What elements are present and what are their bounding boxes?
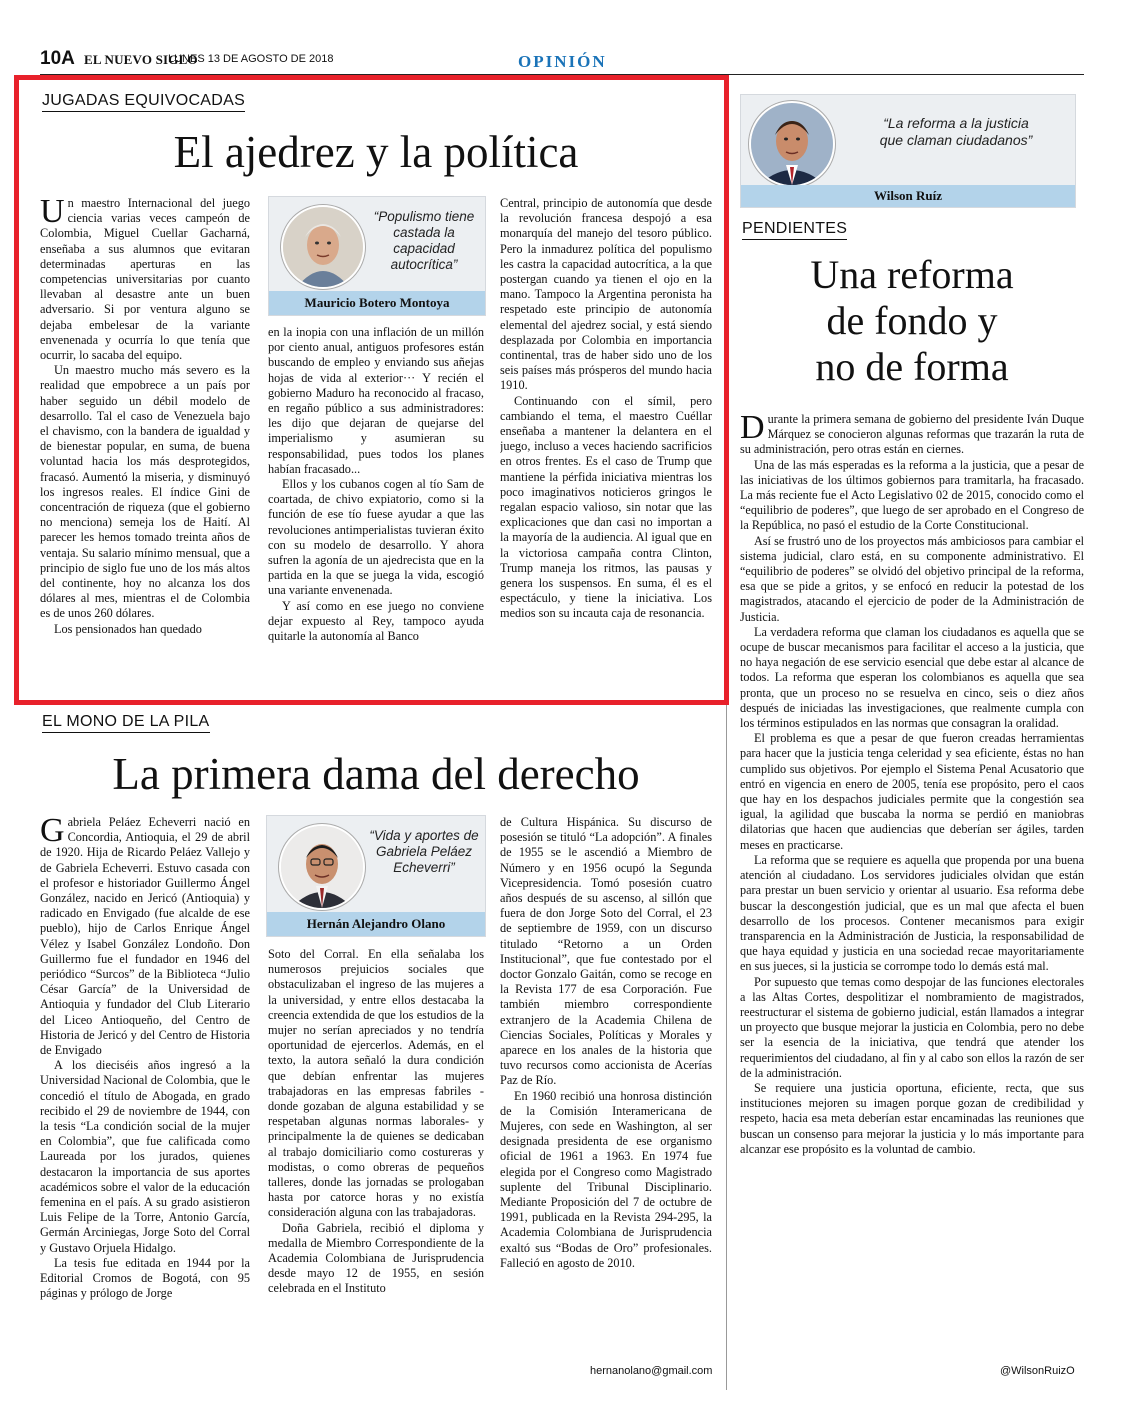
paragraph: Se requiere una justicia oportuna, eficiente, recta, que sus instituciones mejoren su imagen porque gozan de credibilidad y respeto, hacia esa meta deberían estar encaminadas las reuniones que buscan un consenso para mejorar la justicia y lo más importante para alcanzar ese propósito es la voluntad de cambio. bbox=[740, 1080, 1084, 1156]
dropcap: U bbox=[40, 196, 65, 230]
pull-quote: “La reforma a la justicia que claman ciudadanos” bbox=[879, 115, 1033, 148]
article2-headline: La primera dama del derecho bbox=[112, 749, 640, 799]
author-name: Wilson Ruíz bbox=[741, 185, 1075, 207]
article2-kicker: EL MONO DE LA PILA bbox=[42, 713, 210, 733]
paragraph: Ellos y los cubanos cogen al tío Sam de coartada, de chivo expiatorio, como si la función de ese tío fuese ayudar a que las revoluciones antimperialistas tuvieran éxito con su modelo de desarrollo. Y ahora sufren la agonía de un ajedrecista que en la partida en la que se juega la vida, escogió una variante envenenada. bbox=[268, 477, 484, 598]
headline-line: Una reforma bbox=[810, 252, 1014, 297]
author-email: hernanolano@gmail.com bbox=[590, 1365, 713, 1377]
paragraph: Un maestro mucho más severo es la realidad que empobrece a un país por haber seguido un débil modelo de desarrollo. Tal el caso de Venezuela bajo el chavismo, con la bandera de igualdad y de bienestar popular, en suma, de buena voluntad hacia los más desprotegidos, fracasó. Aumentó la miseria, y disminuyó los ingresos reales. El índice Gini de concentración de riqueza (que el gobierno no menciona) semeja los de Haití. Al parecer les hemos tomado treinta años de ventaja. Su salario mínimo mensual, que a principio de siglo fue uno de los más altos del continente, hoy no alcanza los dos dólares al mes, mientras el de Colombia es de unos 260 dólares. bbox=[40, 363, 250, 621]
headline-line: no de forma bbox=[815, 344, 1009, 389]
article3-headline bbox=[740, 252, 1084, 390]
portrait-hernan bbox=[281, 826, 363, 908]
paragraph: en la inopia con una inflación de un millón por ciento anual, antiguos profesores están buscando de empleo y enviando sus añejas hojas de vida al exterior··· Y recién el gobierno Maduro ha reconocido al fracaso, en regaño público a sus administradores: les dijo que dejaran de quejarse del imperialismo y asumieran su responsabilidad, pues todos los planes habían fracasado... bbox=[268, 325, 484, 476]
paragraph: Central, principio de autonomía que desde la revolución francesa despojó a esa monarquía del manejo del tesoro público. Pero la inmadurez política del populismo les castra la capacidad autocrítica, a la que postergan cuando ya tienen el ojo en la mano. Tampoco la Argentina peronista ha respetado este principio de autonomía elemental del ajedrez social, y está siendo desplazada por Colombia en importancia continental, tras de haber sido uno de los seis países más prósperos del mundo hacia 1910. bbox=[500, 196, 712, 393]
paragraph: En 1960 recibió una honrosa distinción de la Comisión Interamericana de Mujeres, con sede en Washington, al ser designada presidenta de ese organismo oficial de 1961 a 1963. En 1974 fue elegida por el Congreso como Magistrado suplente del Tribunal Disciplinario. Mediante Proposición del 7 de octubre de 1991, publicada en la Revista 294-295, la Academia Colombiana de Jurisprudencia exaltó sus “Bodas de Oro” profesionales. Falleció en agosto de 2010. bbox=[500, 1088, 712, 1270]
paragraph: Continuando con el símil, pero cambiando el tema, el maestro Cuéllar enseñaba a mantener la delantera en el juego, incluso a veces haciendo sacrificios en otros frentes. Es el caso de Trump que mantiene la pérfida iniciativa mientras los poco imaginativos noticieros gringos le regalan espacio valioso, sin notar que las explicaciones que dan casi no importan a la mayoría de la audiencia. Al igual que en la victoriosa campaña contra Clinton, Trump maneja los ritmos, las pausas y genera los suspensos. En suma, él es el espectáculo, y tiene la iniciativa. Los medios son su incauta caja de resonancia. bbox=[500, 393, 712, 621]
article1-quote-box bbox=[268, 196, 486, 316]
dropcap: D bbox=[740, 412, 765, 446]
portrait-mauricio bbox=[283, 207, 363, 287]
paragraph: Durante la primera semana de gobierno del presidente Iván Duque Márquez se conocieron algunas reformas que trazarán la ruta de su administración, pero otras están en ciernes. bbox=[740, 412, 1084, 457]
newspaper-name: EL NUEVO SIGLO bbox=[84, 52, 198, 67]
masthead bbox=[40, 48, 1084, 74]
pull-quote: “Populismo tiene castada la capacidad autocrítica” bbox=[373, 209, 475, 272]
paragraph: La reforma que se requiere es aquella que propenda por una buena atención al ciudadano. Los servidores judiciales olvidan que están para prestar un buen servicio y orientar al usuario. Esa reforma debe buscar la descongestión judicial, que es un mal que afecta el buen desarrollo de los procesos. Contener mecanismos para exigir transparencia en la Administración de Justicia, la responsabilidad de que haya equidad y justicia en una sociedad recae mayoritariamente en sus jueces, si la justicia se corrompe todo lo demás está mal. bbox=[740, 852, 1084, 974]
article1-column-2 bbox=[268, 325, 484, 691]
paragraph: Un maestro Internacional del juego ciencia varias veces campeón de Colombia, Miguel Cuellar Gacharná, enseñaba a sus alumnos que evitaran determinadas aperturas en las competencias universitarias por cuanto llevaban al desastre ante un buen adversario. Si por ventura alguno se dejaba embelesar de la variante envenenada y ocurría lo que tenía que ocurrir, lo sacaba del equipo. bbox=[40, 196, 250, 363]
article1-headline: El ajedrez y la política bbox=[173, 127, 579, 177]
article2-quote-box bbox=[266, 815, 486, 937]
author-photo bbox=[749, 101, 835, 187]
article2-column-1 bbox=[40, 815, 250, 1387]
page-number: 10A bbox=[40, 48, 75, 69]
dropcap: G bbox=[40, 815, 65, 849]
article3-quote-box bbox=[740, 94, 1076, 208]
author-photo bbox=[279, 824, 365, 910]
paragraph: A los dieciséis años ingresó a la Universidad Nacional de Colombia, que le concedió el título de Abogada, en grado recibido el 29 de noviembre de 1944, con la tesis “La condición social de la mujer en Colombia”, que fue calificada como Laureada por los jurados, quienes destacaron la importancia de sus aportes académicos sobre el valor de la educación femenina en el país. A su grado asistieron Luis Felipe de la Torre, Antonio García, Germán Arciniegas, Jorge Soto del Corral y Gustavo Orjuela Hidalgo. bbox=[40, 1058, 250, 1255]
headline-line: de fondo y bbox=[826, 298, 998, 343]
paragraph: Por supuesto que temas como despojar de las funciones electorales a las Altas Cortes, despolitizar el nombramiento de magistrados, reestructurar el sistema de gobierno judicial, están llamados a integrar un proyecto que busque mejorar la justicia en Colombia, pero no debe ser la esencia de la iniciativa, que tendrá que atender los requerimientos del ciudadano, al fin y al cabo son ellos la razón de ser de la administración. bbox=[740, 974, 1084, 1080]
paragraph: Y así como en ese juego no conviene dejar expuesto al Rey, tampoco ayuda quitarle la autonomía al Banco bbox=[268, 598, 484, 644]
section-title: OPINIÓN bbox=[518, 52, 607, 71]
paragraph: La tesis fue editada en 1944 por la Editorial Cromos de Bogotá, con 95 páginas y prólogo de Jorge bbox=[40, 1255, 250, 1301]
article2-column-3 bbox=[500, 815, 712, 1357]
article2-column-2 bbox=[268, 947, 484, 1387]
article1-column-1 bbox=[40, 196, 250, 690]
issue-date: LUNES 13 DE AGOSTO DE 2018 bbox=[168, 53, 334, 65]
paragraph: Los pensionados han quedado bbox=[54, 621, 202, 636]
paragraph: La verdadera reforma que claman los ciudadanos es aquella que se ocupe de buscar mecanismos para facilitar el acceso a la justicia, que no haya negación de ese servicio esencial que debe estar al alcance de todos. La reforma que esperan los colombianos es aquella que sea pronta, que un proceso no se resuelva en cinco, seis o diez años después de iniciadas las investigaciones, que realmente cumpla con los términos estipulados en las normas que consagran la oralidad. bbox=[740, 624, 1084, 731]
paragraph: El problema es que a pesar de que fueron creadas herramientas para hacer que la justicia tenga celeridad y sea eficiente, éstas no han cumplido sus objetivos. Por ejemplo el Sistema Penal Acusatorio que entró en vigencia en enero de 2005, tenía ese propósito, pero el caos que hay en los despachos judiciales permite que la congestión sea igual, la agilidad que buscaba la norma se perdió en maniobras dilatorias que hacen que audiencias que deberían ser ágiles, tarden meses en practicarse. bbox=[740, 731, 1084, 852]
pull-quote: “Vida y aportes de Gabriela Peláez Echeverri” bbox=[369, 828, 479, 875]
author-name: Hernán Alejandro Olano bbox=[267, 912, 485, 936]
paragraph: de Cultura Hispánica. Su discurso de posesión se tituló “La adopción”. A finales de 1955 se le ascendió a Miembro de Número y en 1956 ocupó la Segunda Vicepresidencia. Tomó posesión cuatro años después de su ascenso, al sillón que fuera de don Jorge Soto del Corral, el 23 de septiembre de 1959, con un discurso titulado “Retorno a un Orden Institucional”, que fue contestado por el doctor Gonzalo Gaitán, como se recoge en la Revista 177 de esa Corporación. Fue también miembro correspondiente extranjero de la Academia Chilena de Ciencias Sociales, Políticas y Morales y aparece en los anales de la historia que tuvo recursos como accionista de Acerías Paz de Río. bbox=[500, 815, 712, 1088]
paragraph: Gabriela Peláez Echeverri nació en Concordia, Antioquia, el 29 de abril de 1920. Hija de Ricardo Peláez Vallejo y de Gabriela Echeverri. Estuvo casada con el profesor e historiador Guillermo Ángel González, nacido en Jericó (Antioquia) y radicado en Envigado (fue alcalde de ese pueblo), hijo de Carlos Enrique Ángel Vélez y Isabel González Londoño. Don Guillermo fue el fundador en 1946 del periódico “Surcos” de la Biblioteca “Julio César García” de la Universidad de Antioquia y fundador del Club Literario del Liceo Antioqueño, del Centro de Historia de Jericó y del Centro de Historia de Envigado bbox=[40, 815, 250, 1058]
paragraph: Una de las más esperadas es la reforma a la justicia, que a pesar de las iniciativas de los últimos gobiernos para tramitarla, ha fracasado. La más reciente fue el Acto Legislativo 02 de 2015, conocido como el “equilibrio de poderes”, que luego de ser aprobado en el Congreso de la República, no pasó el estudio de la Corte Constitucional. bbox=[740, 457, 1084, 533]
author-name: Mauricio Botero Montoya bbox=[269, 291, 485, 315]
author-photo bbox=[281, 205, 365, 289]
article1-kicker: JUGADAS EQUIVOCADAS bbox=[42, 92, 245, 112]
portrait-wilson bbox=[751, 103, 833, 185]
author-handle: @WilsonRuizO bbox=[1000, 1365, 1075, 1377]
paragraph: Soto del Corral. En ella señalaba los numerosos prejuicios sociales que obstaculizaban el ingreso de las mujeres a la universidad, y entre ellos destacaba la creencia extendida de que los estudios de la mujer no serían apreciados y no tendría oportunidad de ejercerlos. Además, en el texto, la autora señaló la dura condición que debían enfrentar las mujeres trabajadoras en las empresas fabriles -donde gozaban de alguna estabilidad y se respetaban algunas normas laborales- y principalmente la de quienes se dedicaban al trabajo domiciliario como costureras y modistas, o como obreras de pequeños talleres, donde las jornadas se prologaban hasta por catorce horas y no existía consideración alguna con las trabajadoras. bbox=[268, 947, 484, 1220]
paragraph: Así se frustró uno de los proyectos más ambiciosos para cambiar el sistema judicial, claro está, en su componente administrativo. El “equilibrio de poderes” se olvidó del objetivo principal de la reforma, esa que se pide a gritos, y se enfocó en reducir la potestad de los magistrados, atacando el ejercicio de poder de la Administración de Justicia. bbox=[740, 533, 1084, 624]
article3-kicker: PENDIENTES bbox=[742, 220, 847, 240]
article3-body bbox=[740, 412, 1084, 1362]
paragraph: Doña Gabriela, recibió el diploma y medalla de Miembro Correspondiente de la Academia Colombiana de Jurisprudencia desde mayo 12 de 1955, en sesión celebrada en el Instituto bbox=[268, 1220, 484, 1296]
article1-column-3 bbox=[500, 196, 712, 690]
